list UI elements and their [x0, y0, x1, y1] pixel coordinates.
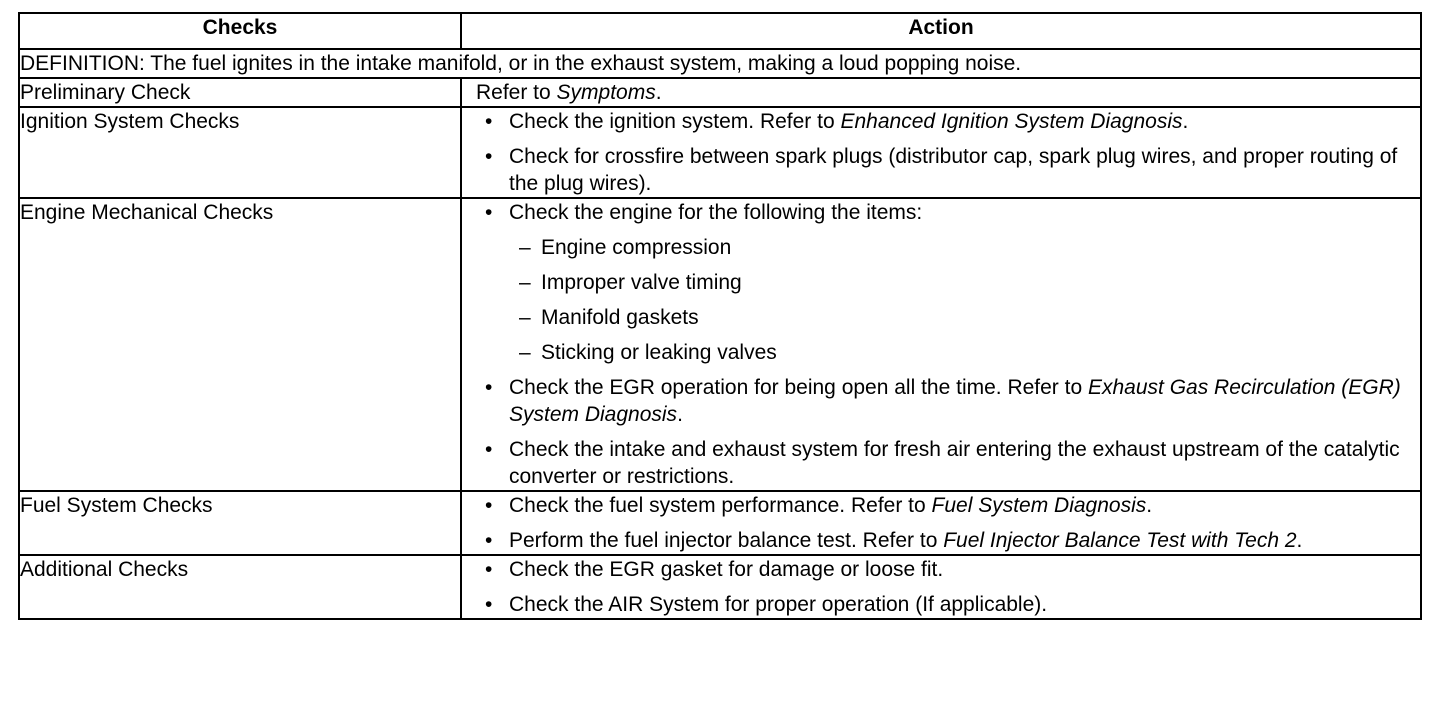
action-text: Check the EGR gasket for damage or loose fit. — [509, 558, 944, 581]
reference-link: Fuel System Diagnosis — [931, 494, 1147, 517]
list-item — [462, 556, 1420, 583]
bullet-icon: • — [485, 110, 493, 133]
reference-link: Enhanced Ignition System Diagnosis — [840, 110, 1183, 133]
bullet-icon: • — [485, 494, 493, 517]
header-row — [19, 13, 1421, 49]
definition-text: DEFINITION: The fuel ignites in the intake manifold, or in the exhaust system, making a loud popping noise. — [19, 49, 1421, 78]
check-label: Engine Mechanical Checks — [19, 198, 461, 491]
bullet-icon: • — [485, 201, 493, 224]
action-text: Check the AIR System for proper operation (If applicable). — [509, 593, 1048, 616]
action-cell — [461, 78, 1421, 107]
table-row — [19, 491, 1421, 555]
check-label: Ignition System Checks — [19, 107, 461, 198]
reference-link: Exhaust Gas Recirculation (EGR) System Diagnosis — [509, 376, 1401, 426]
action-text-tail: . — [1146, 494, 1153, 517]
sub-list-item — [509, 234, 1420, 261]
bullet-icon: • — [485, 145, 493, 168]
list-item — [462, 527, 1420, 554]
table-row — [19, 107, 1421, 198]
list-item — [462, 199, 1420, 366]
bullet-icon: • — [485, 529, 493, 552]
definition-row — [19, 49, 1421, 78]
header-action: Action — [461, 13, 1421, 49]
list-item — [462, 374, 1420, 428]
bullet-icon: • — [485, 558, 493, 581]
action-text: Refer to — [476, 81, 557, 104]
action-text: Check the intake and exhaust system for fresh air entering the exhaust upstream of the catalytic converter or restrictions. — [509, 438, 1400, 488]
action-text-tail: . — [1182, 110, 1189, 133]
action-text: Check for crossfire between spark plugs (distributor cap, spark plug wires, and proper routing of the plug wires). — [509, 145, 1398, 195]
action-list — [462, 556, 1420, 618]
action-cell — [461, 198, 1421, 491]
diagnostic-table-page — [18, 12, 1420, 620]
action-text: Perform the fuel injector balance test. Refer to — [509, 529, 944, 552]
header-checks: Checks — [19, 13, 461, 49]
bullet-icon: • — [485, 376, 493, 399]
action-list — [462, 492, 1420, 554]
action-text-tail: . — [1296, 529, 1303, 552]
bullet-icon: • — [485, 438, 493, 461]
action-cell — [461, 491, 1421, 555]
sub-item-text: Engine compression — [541, 236, 732, 259]
list-item — [462, 143, 1420, 197]
list-item — [462, 492, 1420, 519]
sub-list-item — [509, 269, 1420, 296]
check-label: Preliminary Check — [19, 78, 461, 107]
action-list — [462, 199, 1420, 490]
sub-item-text: Manifold gaskets — [541, 306, 699, 329]
sub-list — [509, 234, 1420, 366]
list-item — [462, 436, 1420, 490]
action-text: Check the ignition system. Refer to — [509, 110, 841, 133]
reference-link: Symptoms — [556, 81, 656, 104]
table-row — [19, 198, 1421, 491]
diagnostic-table — [18, 12, 1422, 620]
sub-list-item — [509, 339, 1420, 366]
action-text: Check the fuel system performance. Refer to — [509, 494, 932, 517]
dash-icon: – — [519, 306, 531, 329]
check-label: Additional Checks — [19, 555, 461, 619]
dash-icon: – — [519, 236, 531, 259]
action-text: Check the EGR operation for being open all the time. Refer to — [509, 376, 1088, 399]
sub-list-item — [509, 304, 1420, 331]
action-list — [462, 108, 1420, 197]
list-item — [462, 591, 1420, 618]
sub-item-text: Improper valve timing — [541, 271, 742, 294]
dash-icon: – — [519, 341, 531, 364]
bullet-icon: • — [485, 593, 493, 616]
check-label: Fuel System Checks — [19, 491, 461, 555]
dash-icon: – — [519, 271, 531, 294]
action-cell — [461, 107, 1421, 198]
reference-link: Fuel Injector Balance Test with Tech 2 — [943, 529, 1297, 552]
action-text-tail: . — [655, 81, 662, 104]
action-cell — [461, 555, 1421, 619]
list-item — [462, 108, 1420, 135]
table-row — [19, 555, 1421, 619]
table-row — [19, 78, 1421, 107]
sub-item-text: Sticking or leaking valves — [541, 341, 777, 364]
action-text: Check the engine for the following the items: — [509, 201, 923, 224]
action-text-tail: . — [677, 403, 683, 426]
